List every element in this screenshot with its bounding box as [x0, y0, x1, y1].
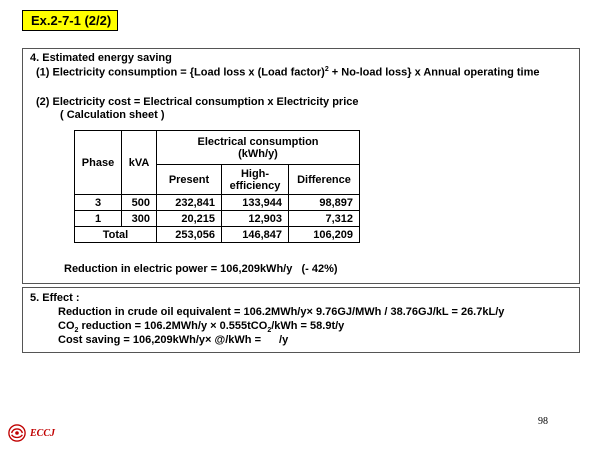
header-present: Present: [157, 165, 222, 195]
cell-total-diff: 106,209: [289, 227, 360, 243]
calculation-table: [74, 130, 360, 243]
header-difference: Difference: [289, 165, 360, 195]
co2-part-a: CO: [58, 320, 75, 332]
cost-saving: [58, 334, 288, 346]
cell-diff: 7,312: [289, 211, 360, 227]
co2-subscript-1: 2: [74, 327, 79, 335]
header-high-line1: High-: [240, 167, 270, 180]
table-row: [75, 211, 360, 227]
cell-total-label: Total: [75, 227, 157, 243]
section5-heading: 5. Effect :: [30, 292, 80, 304]
cell-present: 232,841: [157, 195, 222, 211]
cell-present: 20,215: [157, 211, 222, 227]
equation-electricity-cost: (2) Electricity cost = Electrical consumption x Electricity price: [36, 96, 359, 108]
calculation-sheet-label: ( Calculation sheet ): [60, 109, 165, 121]
cell-phase: 3: [75, 195, 122, 211]
header-group-label: Electrical consumption: [197, 135, 319, 148]
cell-high: 12,903: [222, 211, 289, 227]
reduction-percent: (- 42%): [301, 263, 338, 275]
co2-part-b: reduction = 106.2MWh/y × 0.555tCO: [78, 320, 268, 332]
cost-saving-part-b: /y: [279, 334, 289, 346]
reduction-summary: [64, 263, 338, 275]
slide-title: Ex.2-7-1 (2/2): [22, 10, 118, 31]
crude-oil-equivalent: Reduction in crude oil equivalent = 106.2MWh/y× 9.76GJ/MWh / 38.76GJ/kL = 26.7kL/y: [58, 306, 505, 318]
cost-saving-part-a: Cost saving = 106,209kWh/y× @/kWh =: [58, 334, 262, 346]
cell-high: 133,944: [222, 195, 289, 211]
header-group-unit: (kWh/y): [238, 147, 278, 160]
page-number: 98: [538, 416, 548, 427]
cell-kva: 300: [122, 211, 157, 227]
eccj-logo: [8, 424, 55, 442]
eq1-superscript: 2: [324, 66, 329, 73]
co2-part-c: /kWh = 58.9t/y: [271, 320, 345, 332]
eq1-part-a: (1) Electricity consumption = {Load loss x (Load factor): [36, 66, 325, 79]
co2-subscript-2: 2: [267, 327, 272, 335]
eccj-logo-text: ECCJ: [30, 427, 56, 439]
reduction-value: Reduction in electric power = 106,209kWh/y: [64, 263, 293, 275]
header-high-line2: efficiency: [229, 179, 281, 192]
header-kva: kVA: [122, 131, 157, 195]
table-total-row: [75, 227, 360, 243]
co2-reduction: [58, 320, 344, 334]
eccj-logo-icon: [8, 424, 26, 442]
cell-total-present: 253,056: [157, 227, 222, 243]
cell-phase: 1: [75, 211, 122, 227]
cell-kva: 500: [122, 195, 157, 211]
header-high-efficiency: [222, 165, 289, 195]
cell-total-high: 146,847: [222, 227, 289, 243]
equation-electricity-consumption: [36, 66, 539, 79]
cell-diff: 98,897: [289, 195, 360, 211]
table-row: [75, 195, 360, 211]
header-electrical-consumption: [157, 131, 360, 165]
section4-heading: 4. Estimated energy saving: [30, 52, 172, 64]
eq1-part-b: + No-load loss} x Annual operating time: [328, 66, 540, 79]
header-phase: Phase: [75, 131, 122, 195]
